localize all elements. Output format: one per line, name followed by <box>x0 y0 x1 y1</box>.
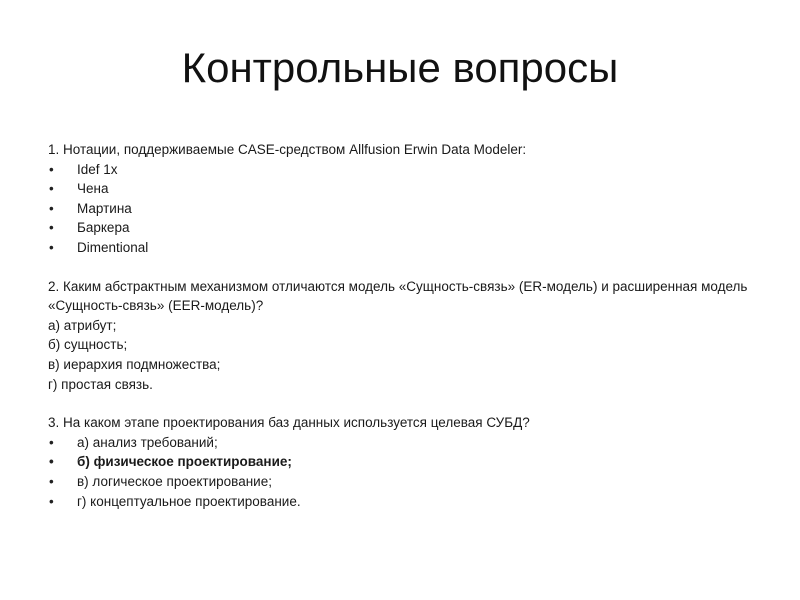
list-item: • в) логическое проектирование; <box>48 472 748 492</box>
list-item: • Чена <box>48 179 748 199</box>
list-item: • г) концептуальное проектирование. <box>48 492 748 512</box>
question-3-list <box>48 433 748 511</box>
question-1-list <box>48 160 748 258</box>
slide-title: Контрольные вопросы <box>181 44 619 91</box>
list-item: • Dimentional <box>48 238 748 258</box>
answer-option: а) атрибут; <box>48 317 117 333</box>
answer-option: б) сущность; <box>48 337 128 353</box>
slide-content <box>48 140 748 511</box>
answer-option: в) иерархия подмножества; <box>48 356 221 372</box>
spacer <box>48 394 748 413</box>
list-item: • а) анализ требований; <box>48 433 748 453</box>
list-item: • Idef 1x <box>48 160 748 180</box>
list-item: • Мартина <box>48 199 748 219</box>
list-item-correct: • б) физическое проектирование; <box>48 452 748 472</box>
answer-option: г) простая связь. <box>48 376 153 392</box>
list-item: • Баркера <box>48 218 748 238</box>
question-3: 3. На каком этапе проектирования баз данных используется целевая СУБД? <box>48 415 530 431</box>
question-2: 2. Каким абстрактным механизмом отличаются модель «Сущность-связь» (ER-модель) и расширенная модель «Сущность-связь» (EER-модель)? <box>48 278 748 314</box>
question-1: 1. Нотации, поддерживаемые CASE-средством Allfusion Erwin Data Modeler: <box>48 142 527 157</box>
spacer <box>48 258 748 277</box>
